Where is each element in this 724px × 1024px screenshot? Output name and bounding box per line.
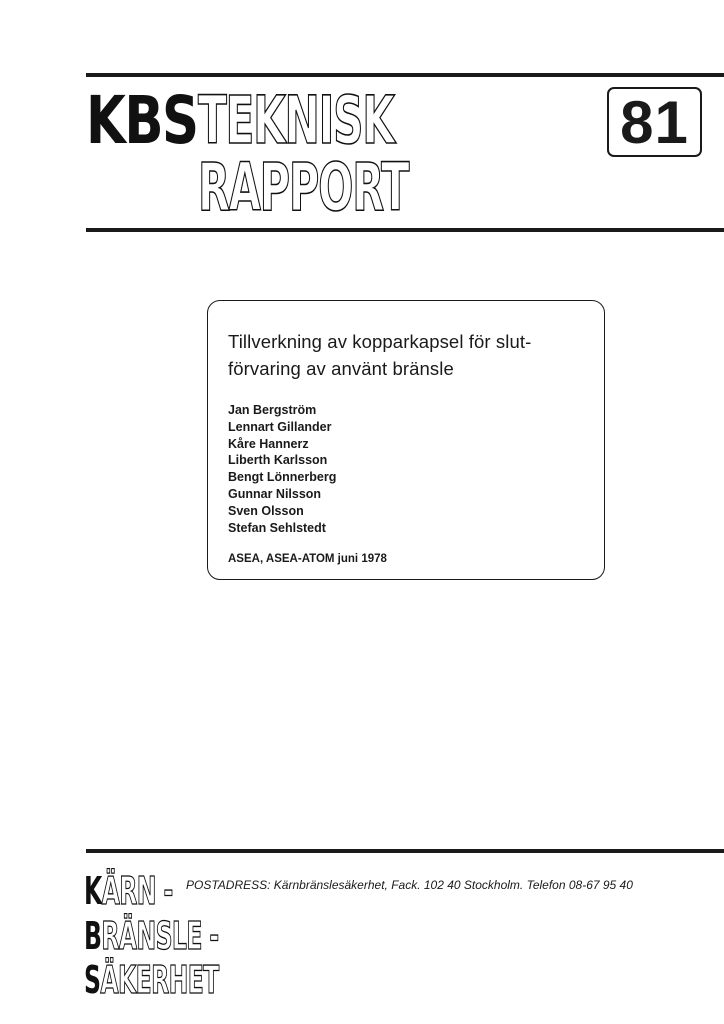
author-name: Stefan Sehlstedt: [228, 520, 326, 535]
logo-line-karn: KÄRN -: [84, 869, 173, 913]
logo-line-sakerhet: SÄKERHET: [84, 958, 219, 1002]
author-name: Lennart Gillander: [228, 419, 332, 434]
footer-rule: [86, 849, 724, 853]
author-name: Kåre Hannerz: [228, 436, 309, 451]
author-name: Gunnar Nilsson: [228, 486, 322, 501]
report-info-card: [207, 300, 605, 580]
kbs-logo: KBS: [86, 82, 198, 159]
report-number: 81: [620, 88, 689, 156]
rapport-heading: RAPPORT: [198, 149, 409, 226]
logo-line-bransle: BRÄNSLE -: [84, 914, 219, 958]
masthead-bottom-rule: [86, 228, 724, 232]
author-name: Jan Bergström: [228, 403, 317, 417]
author-name: Sven Olsson: [228, 503, 304, 518]
author-list: [228, 402, 336, 536]
author-name: Liberth Karlsson: [228, 453, 328, 468]
report-number-badge: [607, 87, 702, 157]
postal-address: POSTADRESS: Kärnbränslesäkerhet, Fack. 102 40 Stockholm. Telefon 08-67 95 40: [186, 878, 633, 892]
author-name: Bengt Lönnerberg: [228, 470, 337, 485]
top-rule: [86, 73, 724, 77]
teknisk-heading: TEKNISK: [198, 82, 394, 159]
organization-date: ASEA, ASEA-ATOM juni 1978: [228, 553, 387, 565]
report-title: Tillverkning av kopparkapsel för slut- förvaring av använt bränsle: [228, 331, 532, 379]
